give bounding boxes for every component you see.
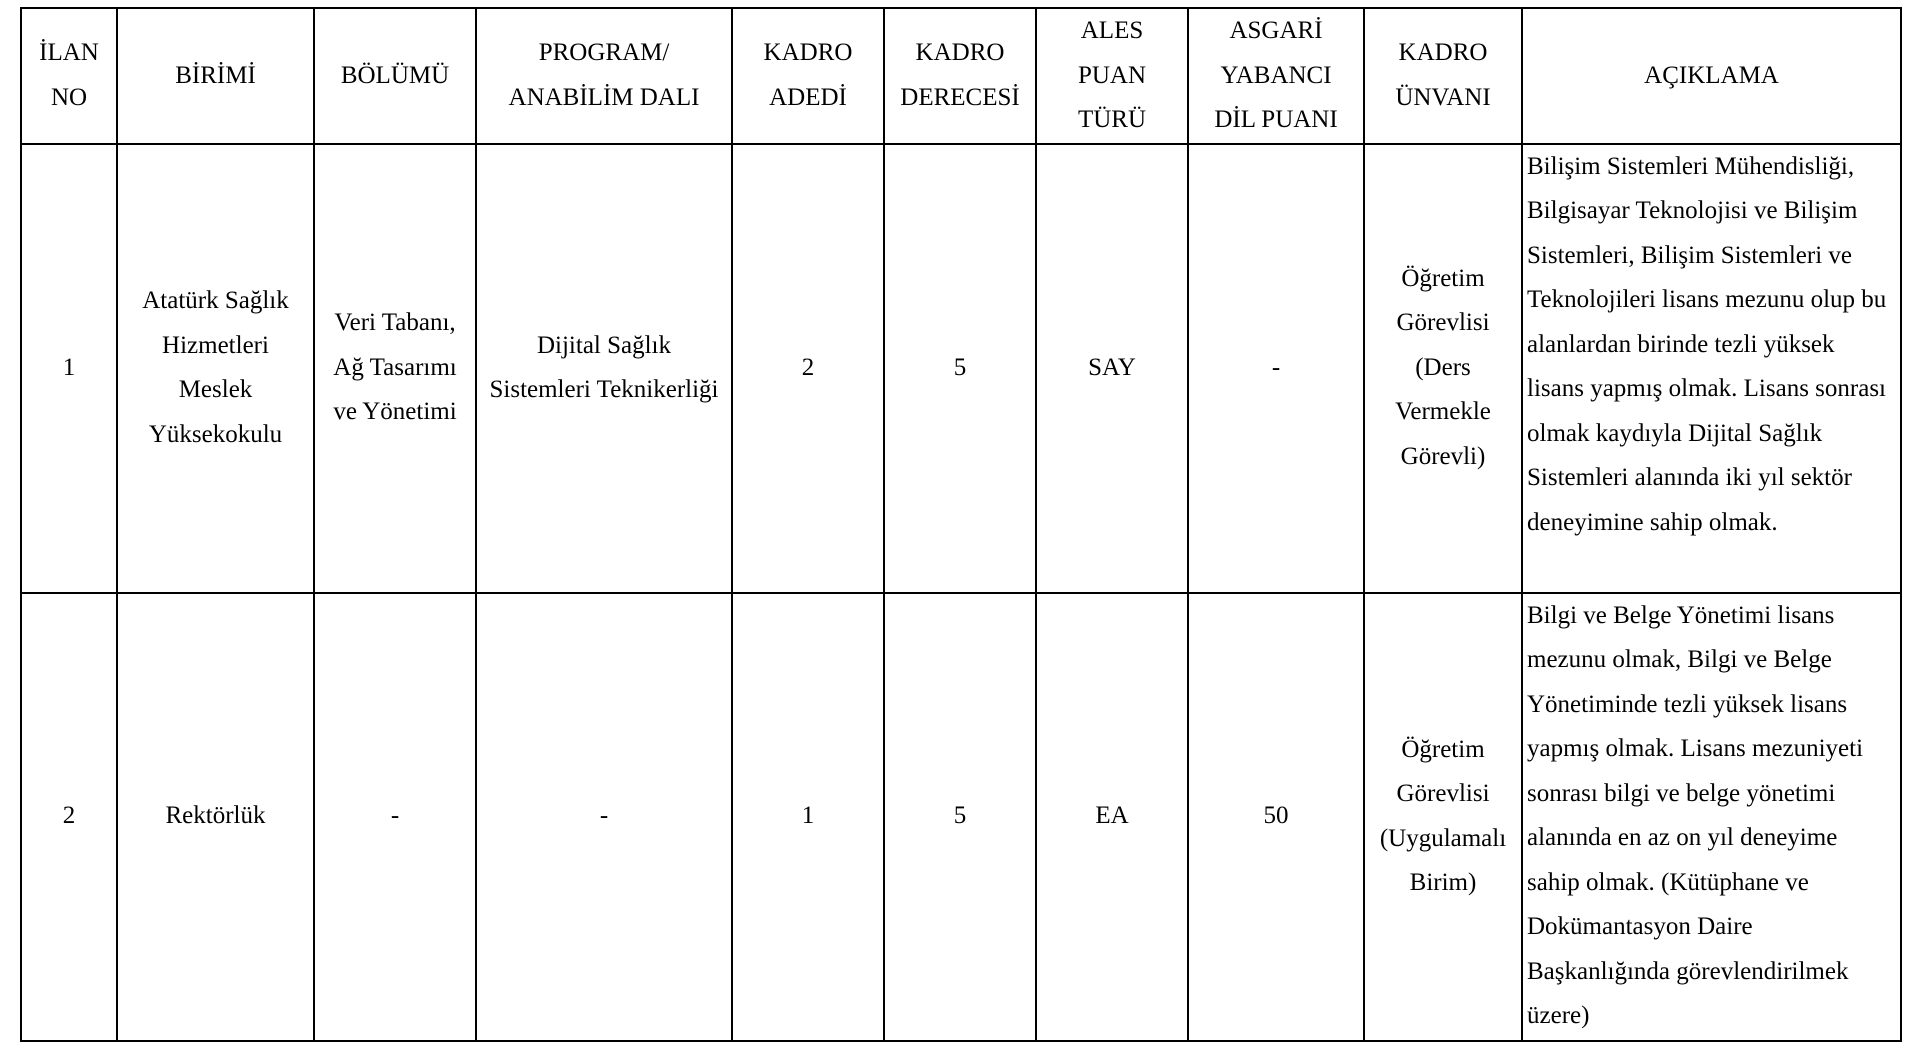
cell-ilan-no: 1 [21, 144, 117, 593]
cell-kadro-derecesi: 5 [884, 593, 1036, 1041]
header-program: PROGRAM/ ANABİLİM DALI [476, 8, 732, 144]
cell-birimi: Atatürk Sağlık Hizmetleri Meslek Yüksekokulu [117, 144, 314, 593]
cell-ales-puan-turu: SAY [1036, 144, 1188, 593]
cell-program: - [476, 593, 732, 1041]
cell-aciklama [1522, 144, 1901, 593]
header-aciklama: AÇIKLAMA [1522, 8, 1901, 144]
cell-aciklama [1522, 593, 1901, 1041]
staff-position-table [20, 7, 1902, 1042]
header-kadro-derecesi: KADRO DERECESİ [884, 8, 1036, 144]
header-ilan-no: İLAN NO [21, 8, 117, 144]
table-header-row [21, 8, 1901, 144]
cell-bolumu: Veri Tabanı, Ağ Tasarımı ve Yönetimi [314, 144, 476, 593]
cell-ales-puan-turu: EA [1036, 593, 1188, 1041]
cell-kadro-derecesi: 5 [884, 144, 1036, 593]
cell-ilan-no: 2 [21, 593, 117, 1041]
header-kadro-unvani: KADRO ÜNVANI [1364, 8, 1522, 144]
table-row [21, 144, 1901, 593]
aciklama-text: Bilişim Sistemleri Mühendisliği, Bilgisayar Teknolojisi ve Bilişim Sistemleri, Bilişim Sistemleri ve Teknolojileri lisans mezunu olup bu alanlardan birinde tezli yüksek lisans yapmış olmak. Lisans sonrası olmak kaydıyla Dijital Sağlık Sistemleri alanında iki yıl sektör deneyimine sahip olmak. [1527, 152, 1887, 536]
cell-bolumu: - [314, 593, 476, 1041]
cell-kadro-unvani: Öğretim Görevlisi (Uygulamalı Birim) [1364, 593, 1522, 1041]
cell-kadro-unvani: Öğretim Görevlisi (Ders Vermekle Görevli) [1364, 144, 1522, 593]
aciklama-text: Bilgi ve Belge Yönetimi lisans mezunu olmak, Bilgi ve Belge Yönetiminde tezli yüksek lisans yapmış olmak. Lisans mezuniyeti sonrası bilgi ve belge yönetimi alanında en az on yıl deneyime sahip olmak. (Kütüphane ve Dokümantasyon Daire Başkanlığında görevlendirilmek üzere) [1527, 601, 1864, 1029]
header-ales-puan-turu: ALES PUAN TÜRÜ [1036, 8, 1188, 144]
table-row [21, 593, 1901, 1041]
cell-kadro-adedi: 2 [732, 144, 884, 593]
header-bolumu: BÖLÜMÜ [314, 8, 476, 144]
cell-yabanci-dil-puani: 50 [1188, 593, 1364, 1041]
cell-kadro-adedi: 1 [732, 593, 884, 1041]
header-birimi: BİRİMİ [117, 8, 314, 144]
cell-birimi: Rektörlük [117, 593, 314, 1041]
cell-yabanci-dil-puani: - [1188, 144, 1364, 593]
header-kadro-adedi: KADRO ADEDİ [732, 8, 884, 144]
header-yabanci-dil-puani: ASGARİ YABANCI DİL PUANI [1188, 8, 1364, 144]
cell-program: Dijital Sağlık Sistemleri Teknikerliği [476, 144, 732, 593]
